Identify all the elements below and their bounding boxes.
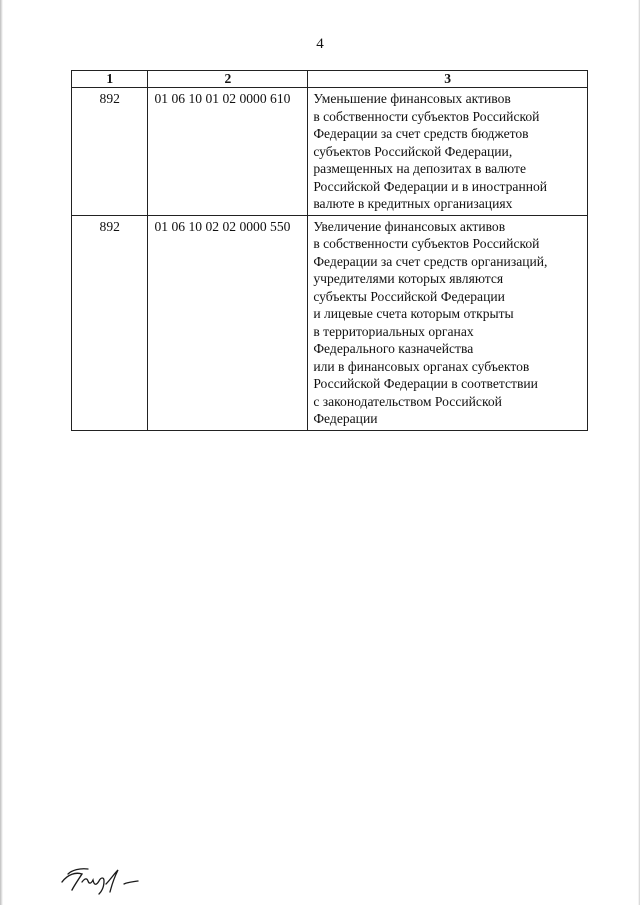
description-line: с законодательством Российской <box>313 393 502 409</box>
admin-code-cell: 892 <box>72 88 148 216</box>
column-header-1: 1 <box>72 71 148 88</box>
description-line: Увеличение финансовых активов <box>313 218 506 234</box>
column-header-3: 3 <box>308 71 588 88</box>
description-line: валюте в кредитных организациях <box>313 196 513 211</box>
description-line: субъектов Российской Федерации, <box>313 143 513 159</box>
description-line: или в финансовых органах субъектов <box>313 358 530 374</box>
handwritten-initials-icon <box>58 860 158 901</box>
description-line: Российской Федерации и в иностранной <box>313 178 548 194</box>
table-row <box>72 215 588 430</box>
admin-code-cell: 892 <box>72 215 148 430</box>
scan-edge-left <box>0 0 3 905</box>
description-line: Уменьшение финансовых активов <box>313 91 511 106</box>
description-line: Федерального казначейства <box>313 341 474 356</box>
table-row <box>72 88 588 216</box>
description-line: субъекты Российской Федерации <box>313 288 505 304</box>
description-line: учредителями которых являются <box>313 271 504 286</box>
description-line: в территориальных органах <box>313 323 474 339</box>
description-line: Федерации <box>313 411 378 426</box>
description-line: Федерации за счет средств бюджетов <box>313 126 529 141</box>
description-line: и лицевые счета которым открыты <box>313 306 514 321</box>
description-line: Российской Федерации в соответствии <box>313 376 538 391</box>
description-line: в собственности субъектов Российской <box>313 236 540 251</box>
description-cell <box>308 215 588 430</box>
description-line: в собственности субъектов Российской <box>313 108 540 124</box>
page-number: 4 <box>316 36 324 52</box>
table-header-row <box>72 71 588 88</box>
column-header-2: 2 <box>148 71 308 88</box>
description-cell <box>308 88 588 216</box>
budget-classification-table <box>71 70 588 431</box>
description-line: Федерации за счет средств организаций, <box>313 253 548 269</box>
classification-code-cell: 01 06 10 01 02 0000 610 <box>148 88 308 216</box>
description-line: размещенных на депозитах в валюте <box>313 161 526 176</box>
classification-code-cell: 01 06 10 02 02 0000 550 <box>148 215 308 430</box>
